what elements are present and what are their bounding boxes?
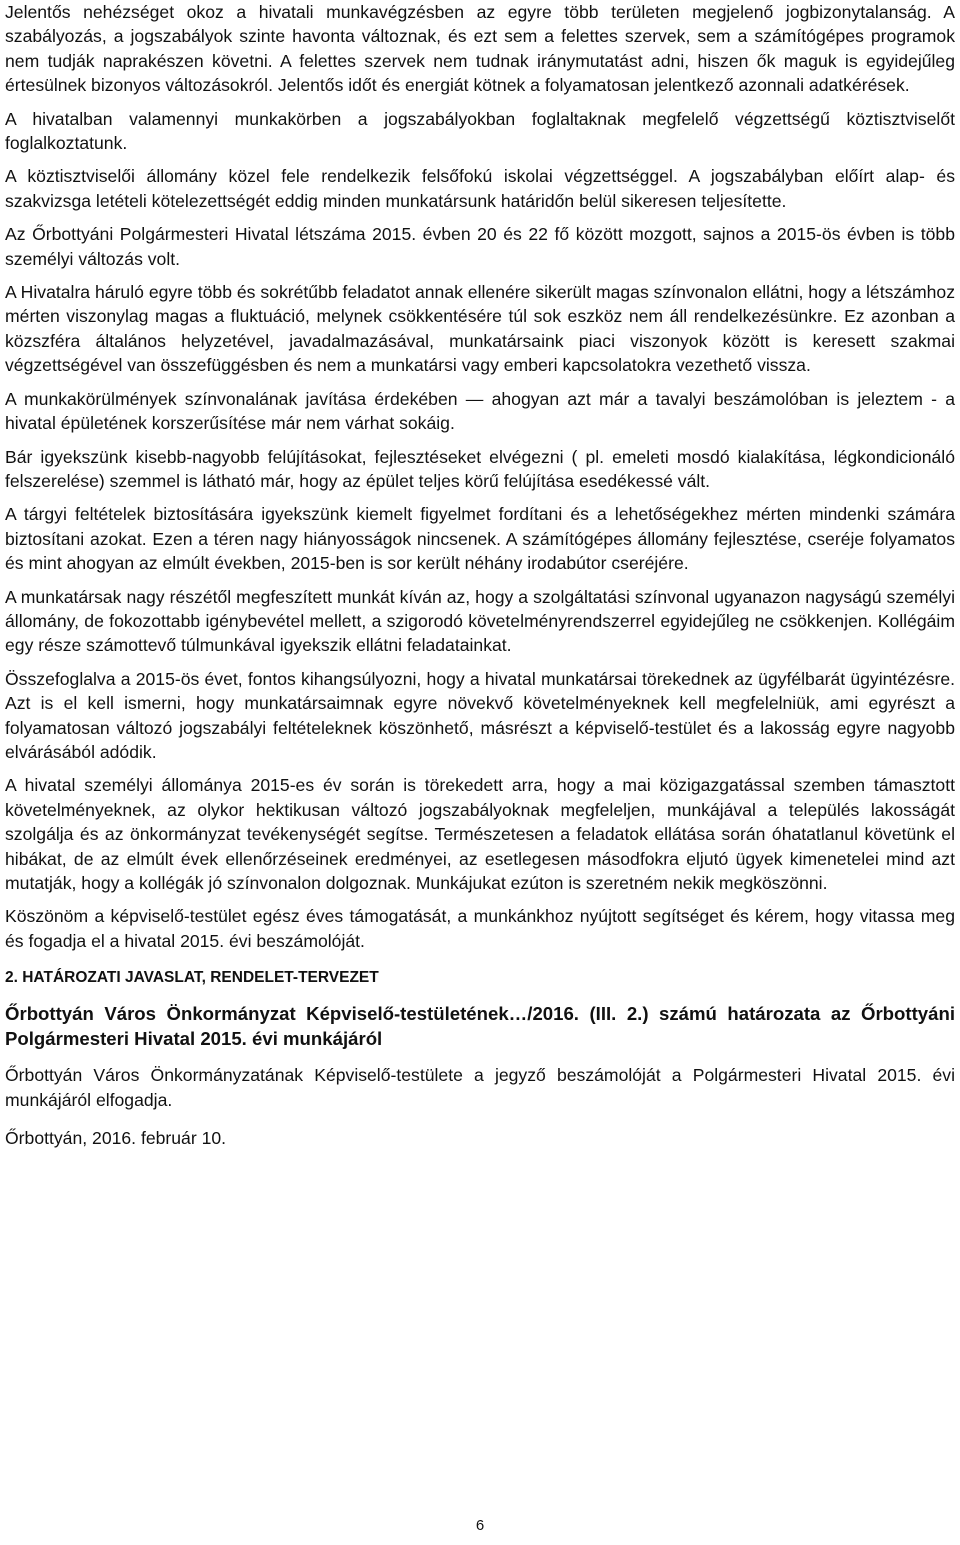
document-page <box>5 0 955 1159</box>
paragraph-felujitasok: Bár igyekszünk kisebb-nagyobb felújításokat, fejlesztéseket elvégezni ( pl. emeleti mosdó kialakítása, légkondicionáló felszerelése) szemmel is látható már, hogy az épület teljes körű felújítása esedékessé vált. <box>5 446 955 491</box>
paragraph-felsofoku: A köztisztviselői állomány közel fele rendelkezik felsőfokú iskolai végzettséggel. A jogszabályban előírt alap- és szakvizsga letételi kötelezettségét eddig minden munkatársunk határidőn belül sikeresen teljesítette. <box>5 166 955 211</box>
paragraph-fluktuacio: A Hivatalra háruló egyre több és sokrétűbb feladatot annak ellenére sikerült magas színvonalon ellátni, hogy a létszámhoz mérten viszonylag magas a fluktuáció, melynek csökkentésére túl sok eszköz nem áll rendelkezésünkre. Ez azonban a közszféra általános helyzetével, javadalmazásával, munkatársaink piaci viszonyok között is keresett szakmai végzettségével van összefüggésben és nem a munkatársi vagy emberi kapcsolatokra vezethető vissza. <box>5 282 955 376</box>
paragraph-targyi-feltetelek: A tárgyi feltételek biztosítására igyekszünk kiemelt figyelmet fordítani és a lehetőségekhez mérten mindenki számára biztosítani azokat. Ezen a téren nagy hiányosságok nincsenek. A számítógépes állomány fejlesztése, cseréje folyamatos és mint ahogyan az elmúlt években, 2015-ben is sor került néhány irodabútor cseréjére. <box>5 504 955 574</box>
page-number: 6 <box>475 1517 485 1534</box>
paragraph-munkatarsak: A munkatársak nagy részétől megfeszített munkát kíván az, hogy a szolgáltatási színvonal ugyanazon nagyságú személyi állomány, de fokozottabb igénybevétel mellett, a szigorodó követelményrendszerrel egyidejűleg ne csökkenjen. Kollégáim egy része számottevő túlmunkával igyekszik ellátni feladatainkat. <box>5 586 955 656</box>
paragraph-vegzettseg: A hivatalban valamennyi munkakörben a jogszabályokban foglaltaknak megfelelő végzettségű köztisztviselőt foglalkoztatunk. <box>5 108 955 154</box>
paragraph-jogbizonytalansag: Jelentős nehézséget okoz a hivatali munkavégzésben az egyre több területen megjelenő jogbizonytalanság. A szabályozás, a jogszabályok szinte havonta változnak, és ezt sem a felettes szervek, sem a számítógépes programok nem tudják naprakészen követni. A felettes szervek nem tudnak iránymutatást adni, hiszen ők maguk is egyidejűleg értesülnek bizonyos változásokról. Jelentős időt és energiát kötnek a folyamatosan jelentkező azonnali adatkérések. <box>5 2 955 96</box>
signature-line: Őrbottyán, 2016. február 10. <box>5 1128 227 1149</box>
paragraph-koszonet: Köszönöm a képviselő-testület egész éves támogatását, a munkánkhoz nyújtott segítséget és kérem, hogy vitassa meg és fogadja el a hivatal 2015. évi beszámolóját. <box>5 906 955 951</box>
paragraph-osszefoglalva: Összefoglalva a 2015-ös évet, fontos kihangsúlyozni, hogy a hivatal munkatársai törekednek az ügyfélbarát ügyintézésre. Azt is el kell ismerni, hogy munkatársaimnak egyre növekvő követelményeknek kell megfelelniük, ami egyrészt a folyamatosan változó jogszabályi feltételeknek köszönhető, másrészt a képviselő-testület és a lakosság egyre nagyobb elvárásából adódik. <box>5 668 955 762</box>
resolution-title: Őrbottyán Város Önkormányzat Képviselő-testületének…/2016. (III. 2.) számú határozata az Őrbottyáni Polgármesteri Hivatal 2015. évi munkájáról <box>5 1003 955 1050</box>
resolution-text: Őrbottyán Város Önkormányzatának Képviselő-testülete a jegyző beszámolóját a Polgármesteri Hivatal 2015. évi munkájáról elfogadja. <box>5 1065 955 1110</box>
section-heading: 2. HATÁROZATI JAVASLAT, RENDELET-TERVEZET <box>5 969 379 987</box>
paragraph-szemelyi-allomany: A hivatal személyi állománya 2015-es év során is törekedett arra, hogy a mai közigazgatással szemben támasztott követelményeknek, az olykor hektikusan változó jogszabályoknak megfeleljen, munkájával a település lakosságát szolgálja és az önkormányzat tevékenységét segítse. Természetesen a feladatok ellátása során óhatatlanul követünk el hibákat, de az elmúlt évek ellenőrzéseinek eredményei, az esetlegesen másodfokra eljutó ügyek kimenetelei mind azt mutatják, hogy a kollégák jó színvonalon dolgoznak. Munkájukat ezúton is szeretném nekik megköszönni. <box>5 775 955 893</box>
paragraph-munkakorulmenyek: A munkakörülmények színvonalának javítása érdekében — ahogyan azt már a tavalyi beszámolóban is jeleztem - a hivatal épületének korszerűsítése már nem várhat sokáig. <box>5 388 955 434</box>
paragraph-letszam: Az Őrbottyáni Polgármesteri Hivatal létszáma 2015. évben 20 és 22 fő között mozgott, sajnos a 2015-ös évben is több személyi változás volt. <box>5 224 955 269</box>
